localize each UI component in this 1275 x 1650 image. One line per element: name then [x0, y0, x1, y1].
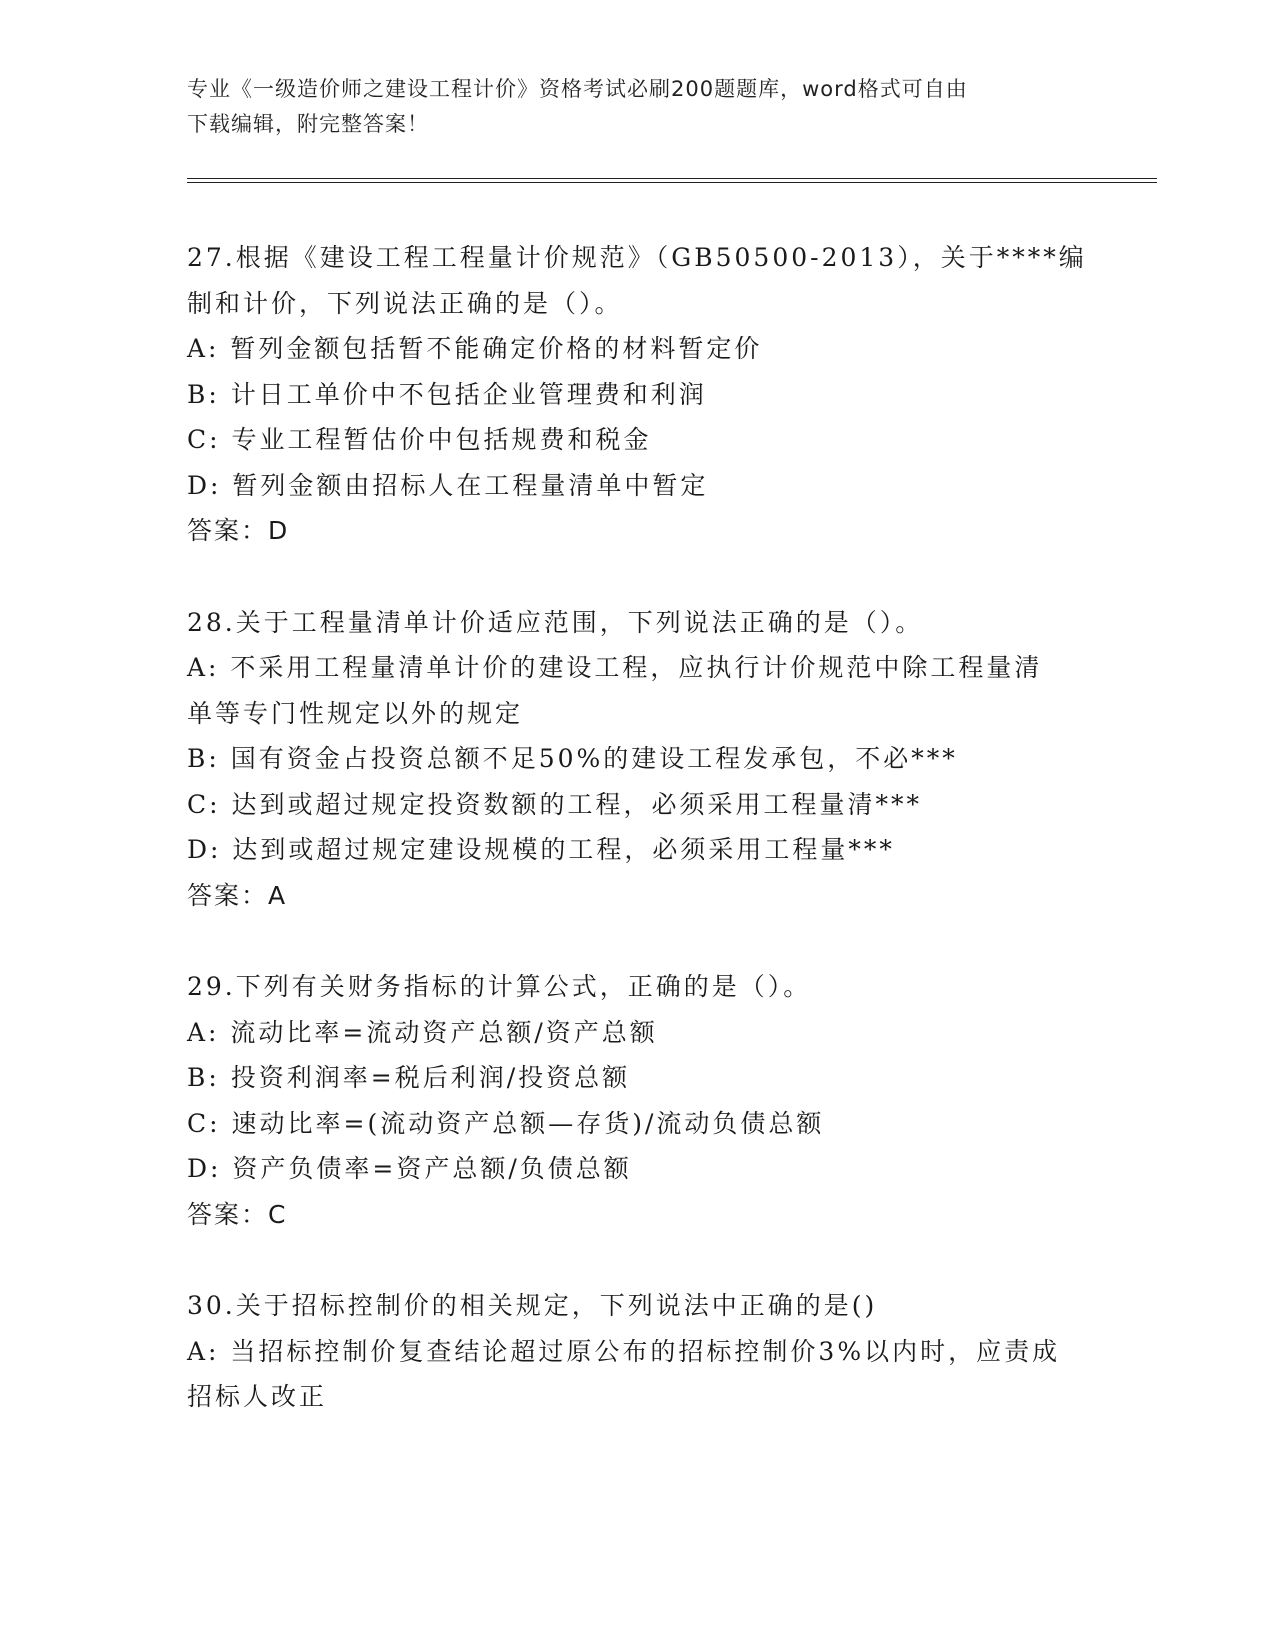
question-28 — [187, 600, 1087, 919]
question-29 — [187, 964, 1087, 1237]
option-b: B: 计日工单价中不包括企业管理费和利润 — [187, 379, 707, 409]
option-c: C: 达到或超过规定投资数额的工程，必须采用工程量清*** — [187, 789, 923, 819]
question-text: 28.关于工程量清单计价适应范围，下列说法正确的是（）。 — [187, 607, 924, 637]
question-list — [187, 235, 1087, 1466]
header-divider-top — [187, 178, 1157, 179]
header-divider-bottom — [187, 182, 1157, 183]
answer: 答案：C — [187, 1199, 288, 1229]
answer: 答案：A — [187, 880, 288, 910]
option-c: C: 专业工程暂估价中包括规费和税金 — [187, 425, 652, 454]
option-a: A: 当招标控制价复查结论超过原公布的招标控制价3%以内时，应责成 — [187, 1336, 1061, 1366]
document-header — [187, 72, 1087, 142]
option-a: A: 不采用工程量清单计价的建设工程，应执行计价规范中除工程量清 — [187, 653, 1043, 682]
question-text: 30.关于招标控制价的相关规定，下列说法中正确的是() — [187, 1291, 878, 1320]
question-text: 制和计价，下列说法正确的是（）。 — [187, 288, 623, 318]
question-text: 29.下列有关财务指标的计算公式，正确的是（）。 — [187, 972, 812, 1001]
question-30 — [187, 1283, 1087, 1420]
option-d: D: 达到或超过规定建设规模的工程，必须采用工程量*** — [187, 835, 895, 864]
header-line-1: 专业《一级造价师之建设工程计价》资格考试必刷200题题库，word格式可自由 — [187, 77, 968, 101]
answer: 答案：D — [187, 516, 290, 545]
question-text: 27.根据《建设工程工程量计价规范》（GB50500-2013），关于****编 — [187, 243, 1087, 272]
option-a-continued: 招标人改正 — [187, 1382, 328, 1411]
question-27 — [187, 235, 1087, 554]
option-a-continued: 单等专门性规定以外的规定 — [187, 698, 524, 728]
option-a: A: 流动比率=流动资产总额/资产总额 — [187, 1017, 658, 1047]
option-a: A: 暂列金额包括暂不能确定价格的材料暂定价 — [187, 334, 763, 363]
option-d: D: 暂列金额由招标人在工程量清单中暂定 — [187, 470, 709, 500]
header-line-2: 下载编辑，附完整答案！ — [187, 112, 429, 136]
option-c: C: 速动比率=(流动资产总额—存货)/流动负债总额 — [187, 1108, 825, 1138]
option-d: D: 资产负债率=资产总额/负债总额 — [187, 1154, 632, 1183]
option-b: B: 国有资金占投资总额不足50%的建设工程发承包，不必*** — [187, 744, 958, 773]
option-b: B: 投资利润率=税后利润/投资总额 — [187, 1063, 631, 1092]
